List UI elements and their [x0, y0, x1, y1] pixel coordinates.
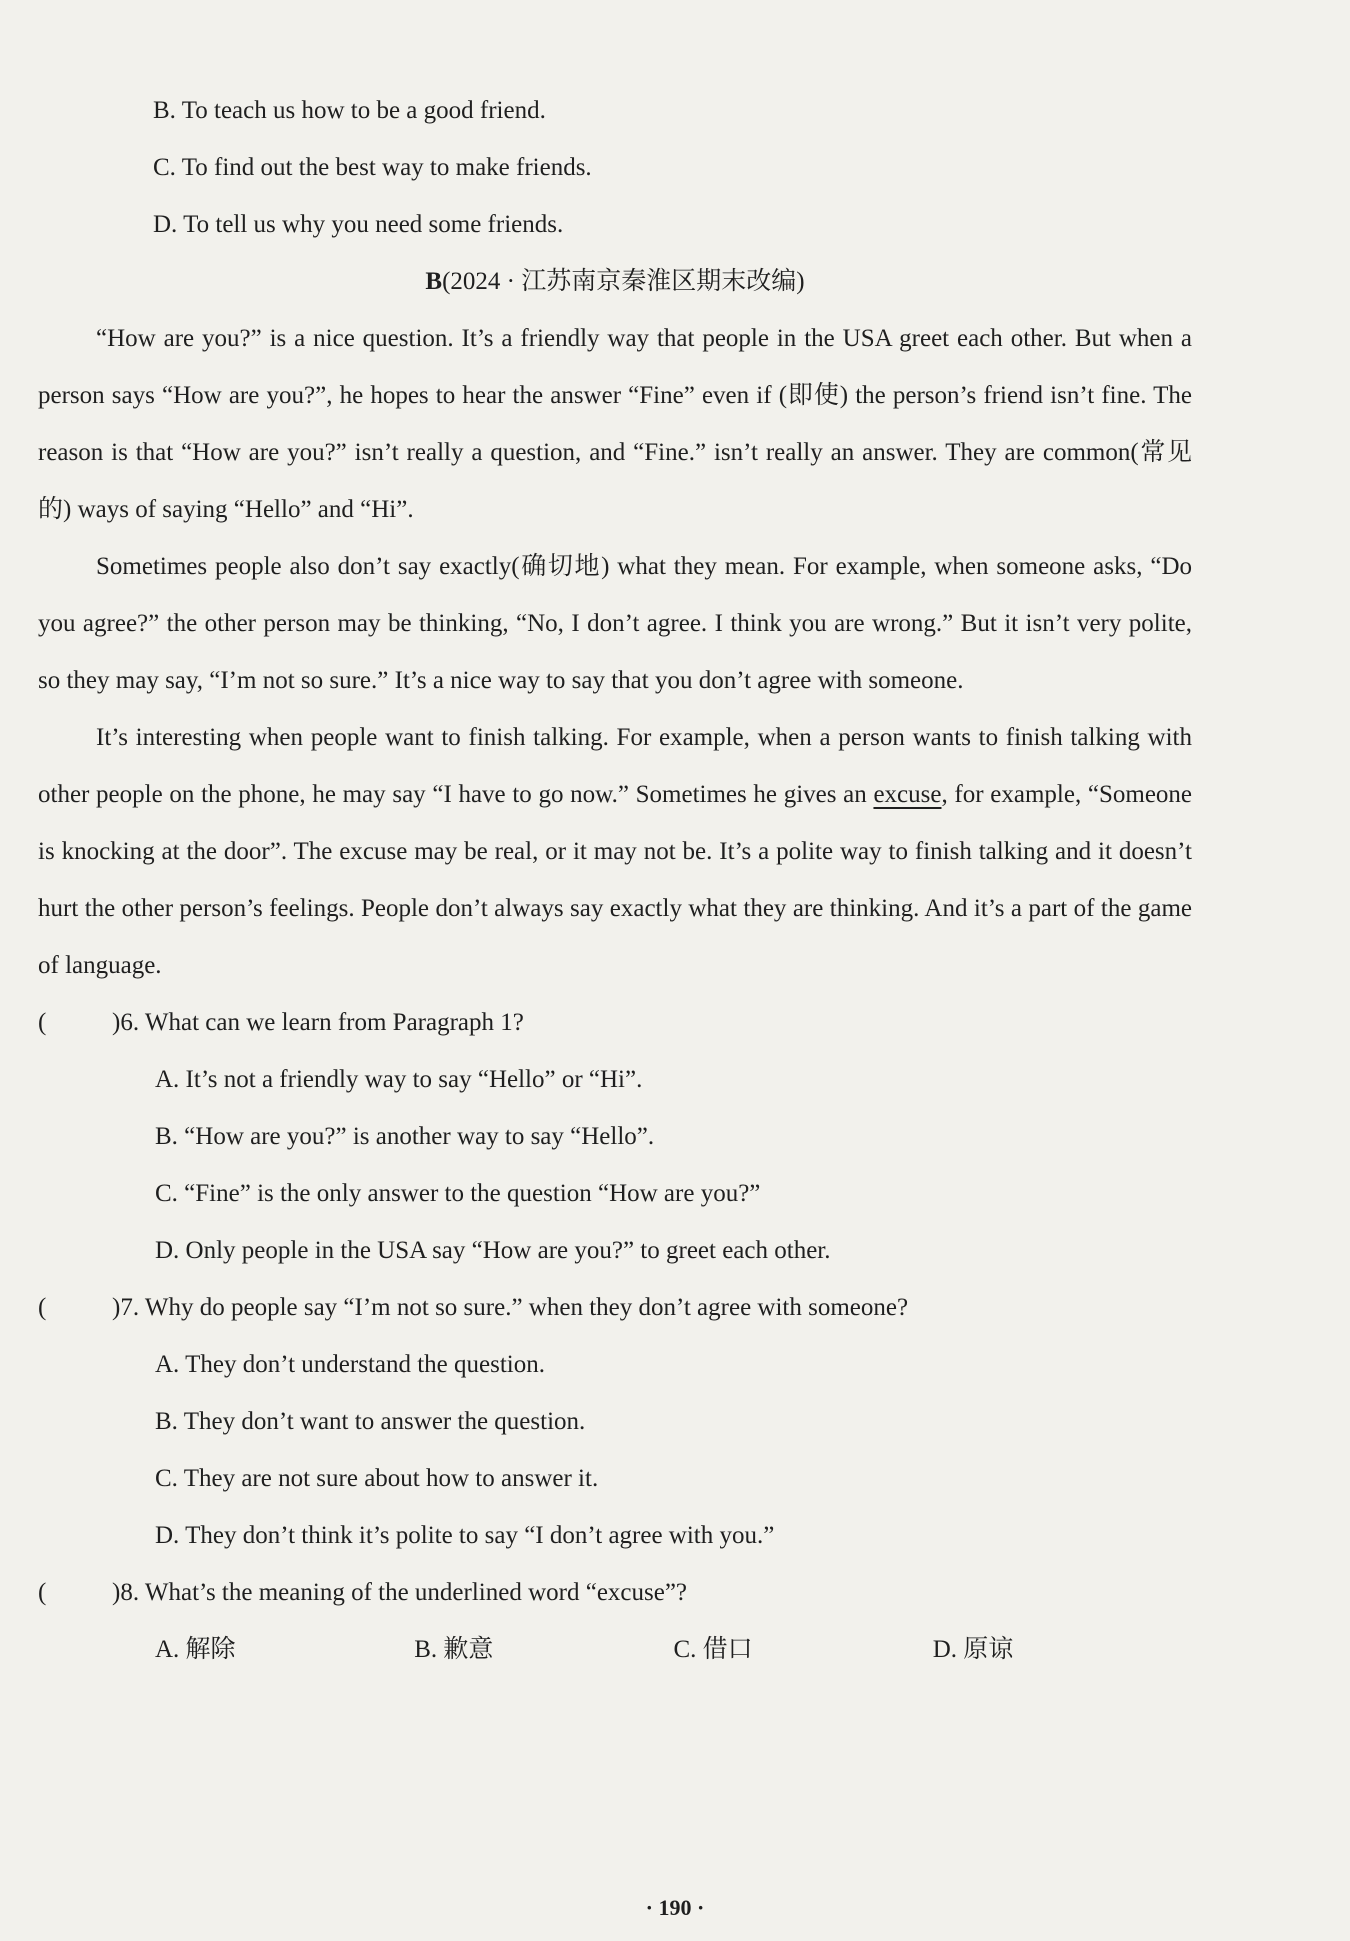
- option-d: D. Only people in the USA say “How are you?” to greet each other.: [155, 1237, 831, 1264]
- option-a: A. 解除: [155, 1636, 236, 1663]
- option-d: D. They don’t think it’s polite to say “I don’t agree with you.”: [155, 1522, 775, 1549]
- answer-paren: (: [38, 1579, 47, 1606]
- option-b: B. “How are you?” is another way to say “Hello”.: [155, 1123, 655, 1150]
- question-stem: )7. Why do people say “I’m not so sure.” when they don’t agree with someone?: [112, 1294, 909, 1321]
- p3-text-before: It’s interesting when people want to finish talking. For example, when a person wants to finish talking with other people on the phone, he may say “I have to go now.” Sometimes he gives an: [38, 724, 1192, 808]
- passage-paragraph-3: [38, 709, 1192, 994]
- question-stem: )6. What can we learn from Paragraph 1?: [112, 1009, 524, 1036]
- option-d: D. 原谅: [932, 1636, 1014, 1663]
- question-stem: )8. What’s the meaning of the underlined word “excuse”?: [112, 1579, 688, 1606]
- option-b: B. They don’t want to answer the question.: [155, 1408, 586, 1435]
- option-c: C. “Fine” is the only answer to the question “How are you?”: [155, 1180, 761, 1207]
- section-heading: [38, 253, 1192, 310]
- option-b: B. 歉意: [414, 1636, 494, 1663]
- section-letter: B: [425, 268, 443, 295]
- option-d: D. To tell us why you need some friends.: [153, 211, 564, 238]
- section-source: (2024 · 江苏南京秦淮区期末改编): [442, 268, 805, 295]
- answer-paren: (: [38, 1294, 47, 1321]
- question-8: [38, 1564, 1192, 1678]
- page-number: · 190 ·: [645, 1895, 705, 1920]
- question-6: [38, 994, 1192, 1279]
- previous-question-options: [38, 82, 1192, 253]
- passage-paragraph-1: “How are you?” is a nice question. It’s a friendly way that people in the USA greet each other. But when a person says “How are you?”, he hopes to hear the answer “Fine” even if (即使) the person’s friend isn’t fine. The reason is that “How are you?” isn’t really a question, and “Fine.” isn’t really an answer. They are common(常见的) ways of saying “Hello” and “Hi”.: [38, 325, 1192, 523]
- option-c: C. 借口: [673, 1636, 753, 1663]
- passage-paragraph-2: Sometimes people also don’t say exactly(确切地) what they mean. For example, when someone asks, “Do you agree?” the other person may be thinking, “No, I don’t agree. I think you are wrong.” But it isn’t very polite, so they may say, “I’m not so sure.” It’s a nice way to say that you don’t agree with someone.: [38, 553, 1192, 694]
- option-c: C. To find out the best way to make friends.: [153, 154, 592, 181]
- p3-text-after: , for example, “Someone is knocking at the door”. The excuse may be real, or it may not be. It’s a polite way to finish talking and it doesn’t hurt the other person’s feelings. People don’t always say exactly what they are thinking. And it’s a part of the game of language.: [38, 781, 1193, 979]
- option-a: A. It’s not a friendly way to say “Hello” or “Hi”.: [155, 1066, 643, 1093]
- answer-paren: (: [38, 1009, 47, 1036]
- underlined-word: excuse: [873, 781, 942, 808]
- worksheet-page: [38, 82, 1192, 1678]
- option-b: B. To teach us how to be a good friend.: [153, 97, 546, 124]
- option-row: [38, 1621, 1192, 1678]
- question-7: [38, 1279, 1192, 1564]
- option-a: A. They don’t understand the question.: [155, 1351, 545, 1378]
- option-c: C. They are not sure about how to answer it.: [155, 1465, 599, 1492]
